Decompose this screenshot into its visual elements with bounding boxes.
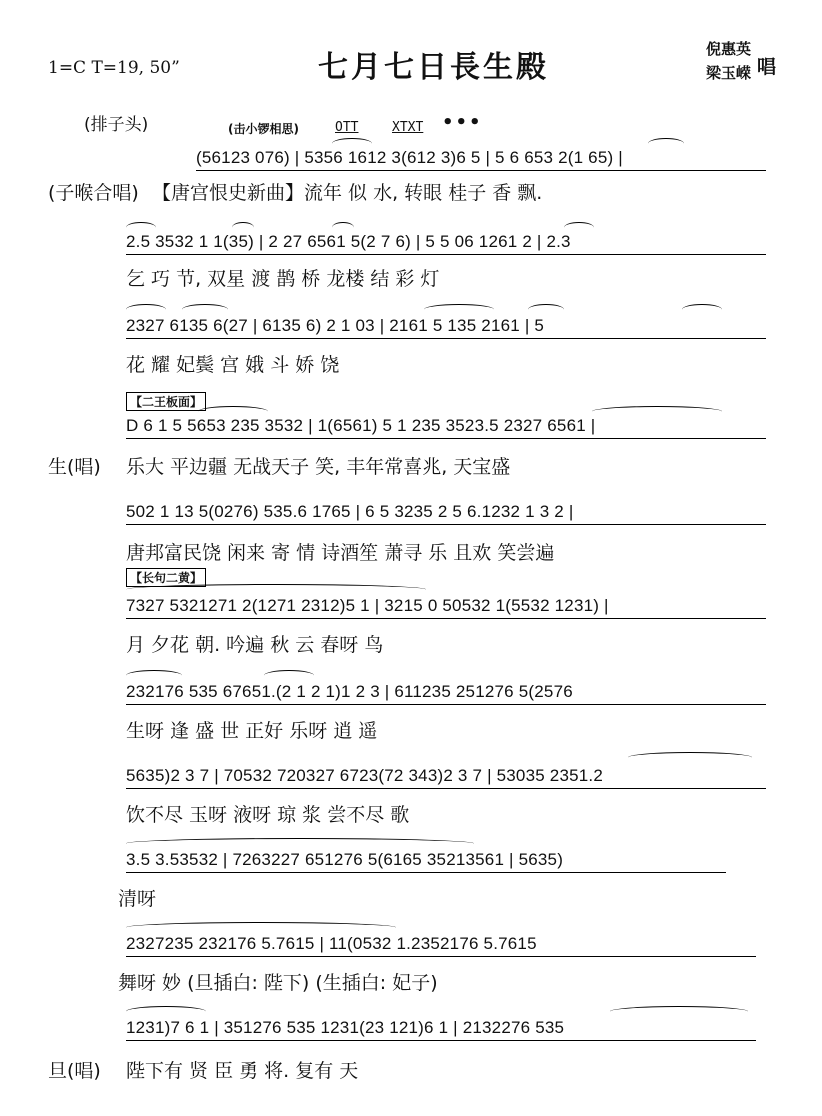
lyric-line-2: 乞 巧 节, 双星 渡 鹊 桥 龙楼 结 彩 灯 [126, 268, 440, 290]
lyric-line-5: 唐邦富民饶 闲来 寄 情 诗酒笙 萧寻 乐 且欢 笑尝遍 [126, 542, 555, 564]
slur-mark [264, 670, 314, 681]
slur-mark [126, 222, 156, 233]
slur-mark [182, 304, 228, 315]
key-tempo: 1=C T=19, 50” [48, 58, 180, 78]
slur-mark [592, 406, 722, 417]
slur-mark [332, 138, 372, 149]
slur-mark [126, 922, 396, 933]
lyric-line-8: 饮不尽 玉呀 液呀 琼 浆 尝不尽 歌 [126, 804, 410, 826]
lyric-line-10: 舞呀 妙 (旦插白: 陛下) (生插白: 妃子) [118, 972, 438, 994]
slur-mark [232, 222, 254, 233]
lyric-prefix-1: (子喉合唱) [48, 182, 139, 204]
beam-line [126, 338, 766, 339]
percussion-label: (击小锣相思) [228, 122, 299, 136]
notation-line-7: 232176 535 67651.(2 1 2 1)1 2 3 | 611235 251276 5(2576 [126, 682, 573, 701]
slur-mark [126, 584, 426, 595]
beam-line [126, 788, 766, 789]
beam-line [126, 618, 766, 619]
lyric-line-7: 生呀 逢 盛 世 正好 乐呀 逍 遥 [126, 720, 378, 742]
slur-mark [126, 1006, 206, 1017]
slur-mark [126, 838, 474, 849]
lyric-line-9: 清呀 [118, 888, 157, 910]
slur-mark [648, 138, 684, 149]
slur-mark [682, 304, 722, 315]
lyric-prefix-4: 生(唱) [48, 456, 101, 478]
notation-line-8: 5635)2 3 7 | 70532 720327 6723(72 343)2 3 7 | 53035 2351.2 [126, 766, 603, 785]
beam-line [126, 254, 766, 255]
beam-line [126, 438, 766, 439]
section-label-paizitou: (排子头) [84, 115, 149, 135]
notation-line-11: 1231)7 6 1 | 351276 535 1231(23 121)6 1 | 2132276 535 [126, 1018, 565, 1037]
ellipsis-mark: ••• [442, 112, 483, 133]
slur-mark [610, 1006, 748, 1017]
lyric-prefix-11: 旦(唱) [48, 1060, 101, 1082]
percussion-pattern-2: XTXT [392, 120, 424, 135]
slur-mark [126, 670, 182, 681]
slur-mark [528, 304, 564, 315]
notation-line-10: 2327235 232176 5.7615 | 11(0532 1.2352176 5.7615 [126, 934, 537, 953]
notation-line-1: (56123 076) | 5356 1612 3(612 3)6 5 | 5 6 653 2(1 65) | [196, 148, 623, 167]
notation-line-2: 2.5 3532 1 1(35) | 2 27 6561 5(2 7 6) | 5 5 06 1261 2 | 2.3 [126, 232, 571, 251]
beam-line [126, 872, 726, 873]
section-badge-erwang: 【二王板面】 [126, 392, 206, 411]
beam-line [196, 170, 766, 171]
lyric-line-11: 陛下有 贤 臣 勇 将. 复有 天 [126, 1060, 359, 1082]
beam-line [126, 956, 756, 957]
lyric-line-1: 【唐宫恨史新曲】流年 似 水, 转眼 桂子 香 飘. [152, 182, 543, 204]
notation-line-5: 502 1 13 5(0276) 535.6 1765 | 6 5 3235 2 5 6.1232 1 3 2 | [126, 502, 574, 521]
slur-mark [564, 222, 594, 233]
singer-1: 倪惠英 [706, 40, 752, 58]
slur-mark [126, 304, 166, 315]
beam-line [126, 704, 766, 705]
section-badge-changju: 【长句二黄】 [126, 568, 206, 587]
beam-line [126, 1040, 756, 1041]
lyric-line-6: 月 夕花 朝. 吟遍 秋 云 春呀 鸟 [126, 634, 384, 656]
notation-line-9: 3.5 3.53532 | 7263227 651276 5(6165 35213561 | 5635) [126, 850, 564, 869]
page-title: 七月七日長生殿 [318, 50, 549, 85]
lyric-line-4: 乐大 平边疆 无战天子 笑, 丰年常喜兆, 天宝盛 [126, 456, 511, 478]
percussion-pattern-1: OTT [335, 120, 359, 135]
notation-line-4: D 6 1 5 5653 235 3532 | 1(6561) 5 1 235 3523.5 2327 6561 | [126, 416, 596, 435]
lyric-line-3: 花 耀 妃鬓 宫 娥 斗 娇 饶 [126, 354, 340, 376]
slur-mark [424, 304, 494, 315]
notation-line-6: 7327 5321271 2(1271 2312)5 1 | 3215 0 50532 1(5532 1231) | [126, 596, 609, 615]
slur-mark [628, 752, 752, 763]
singer-2: 梁玉嵘 [706, 64, 752, 82]
slur-mark [198, 406, 268, 417]
slur-mark [332, 222, 354, 233]
sing-label: 唱 [757, 56, 777, 78]
notation-line-3: 2327 6135 6(27 | 6135 6) 2 1 03 | 2161 5 135 2161 | 5 [126, 316, 545, 335]
beam-line [126, 524, 766, 525]
